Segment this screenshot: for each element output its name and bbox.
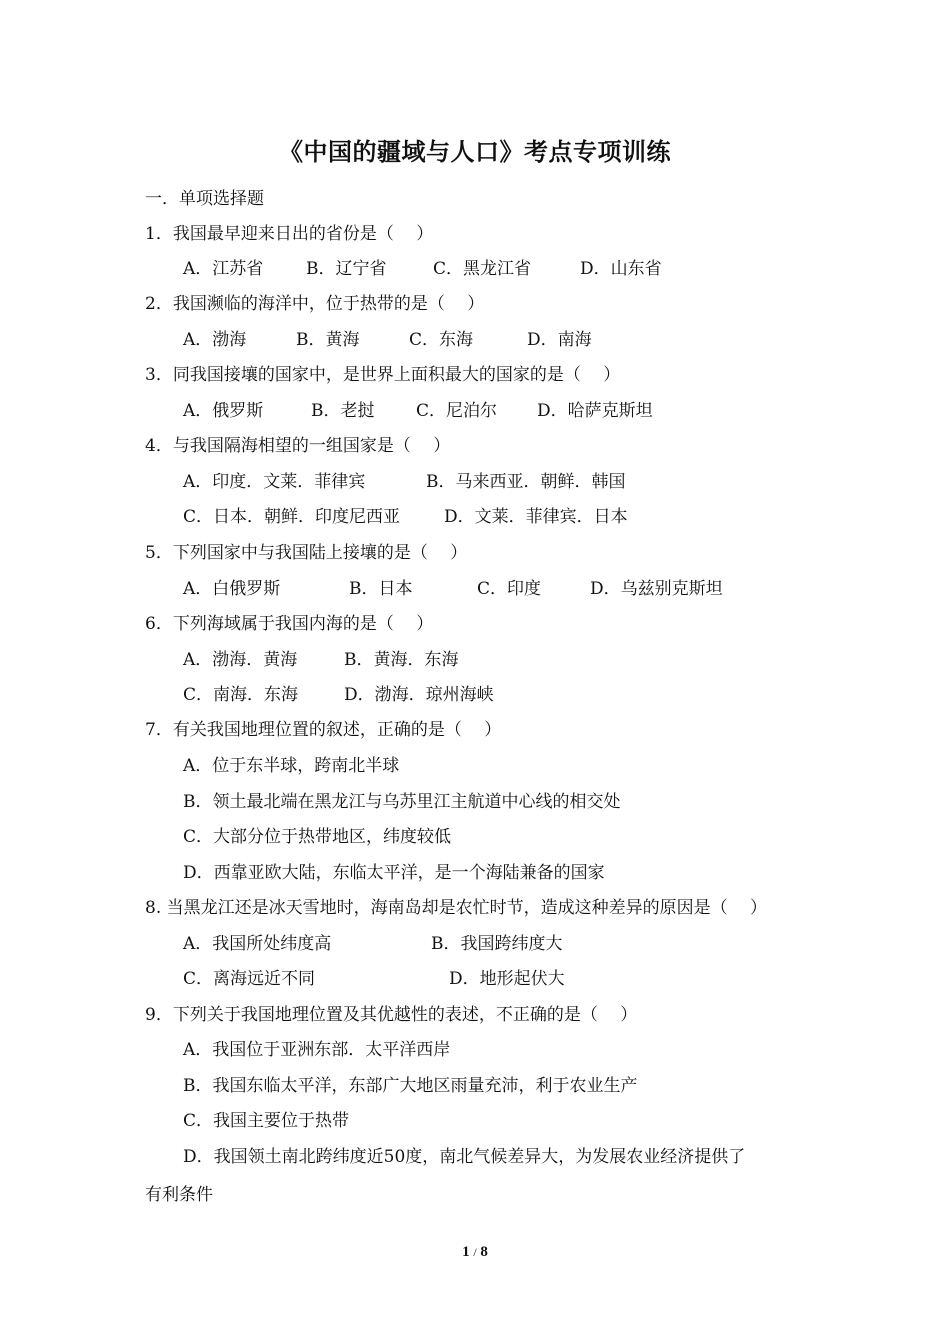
option: B．辽宁省 bbox=[306, 259, 387, 279]
option: D．文莱．菲律宾．日本 bbox=[444, 507, 628, 527]
question-6-stem: 6．下列海域属于我国内海的是（ ） bbox=[145, 614, 434, 634]
option: A．我国所处纬度高 bbox=[183, 934, 332, 954]
option: A．俄罗斯 bbox=[183, 401, 264, 421]
option: B．老挝 bbox=[311, 401, 375, 421]
page-total: 8 bbox=[480, 1244, 488, 1260]
question-7-stem: 7．有关我国地理位置的叙述，正确的是（ ） bbox=[145, 720, 502, 740]
question-8-stem: 8. 当黑龙江还是冰天雪地时，海南岛却是农忙时节，造成这种差异的原因是（ ） bbox=[145, 898, 768, 918]
question-7-option-c: C．大部分位于热带地区，纬度较低 bbox=[183, 827, 452, 847]
question-9-stem: 9．下列关于我国地理位置及其优越性的表述，不正确的是（ ） bbox=[145, 1005, 638, 1025]
question-6-options-row-1 bbox=[183, 649, 459, 671]
question-7-option-d: D．西靠亚欧大陆，东临太平洋，是一个海陆兼备的国家 bbox=[183, 863, 605, 883]
page-title: 《中国的疆域与人口》考点专项训练 bbox=[279, 137, 671, 166]
option: C．日本．朝鲜．印度尼西亚 bbox=[183, 507, 401, 527]
page-separator: / bbox=[473, 1245, 477, 1259]
option: A．印度．文莱．菲律宾 bbox=[183, 472, 366, 492]
option: D．南海 bbox=[527, 330, 592, 350]
page-current: 1 bbox=[462, 1244, 470, 1260]
question-2-stem: 2．我国濒临的海洋中，位于热带的是（ ） bbox=[145, 294, 485, 314]
option: A．渤海．黄海 bbox=[183, 650, 298, 670]
option: B．黄海．东海 bbox=[344, 650, 459, 670]
question-4-options-row-1 bbox=[183, 471, 626, 493]
question-3-stem: 3．同我国接壤的国家中，是世界上面积最大的国家的是（ ） bbox=[145, 365, 621, 385]
option: A．渤海 bbox=[183, 330, 247, 350]
option: A．江苏省 bbox=[183, 259, 264, 279]
option: D．渤海．琼州海峡 bbox=[344, 685, 494, 705]
question-7-option-b: B．领土最北端在黑龙江与乌苏里江主航道中心线的相交处 bbox=[183, 792, 621, 812]
question-9-option-d-continuation: 有利条件 bbox=[145, 1185, 213, 1205]
question-7-option-a: A．位于东半球，跨南北半球 bbox=[183, 756, 400, 776]
page-number bbox=[0, 1244, 950, 1261]
question-9-option-a: A．我国位于亚洲东部．太平洋西岸 bbox=[183, 1040, 451, 1060]
question-8-options-row-1 bbox=[183, 933, 563, 955]
question-8-options-row-2 bbox=[183, 968, 565, 990]
question-5-stem: 5．下列国家中与我国陆上接壤的是（ ） bbox=[145, 543, 468, 563]
question-4-options-row-2 bbox=[183, 506, 628, 528]
question-9-option-c: C．我国主要位于热带 bbox=[183, 1111, 350, 1131]
question-1-options bbox=[183, 258, 662, 280]
option: C．黑龙江省 bbox=[433, 259, 532, 279]
option: D．地形起伏大 bbox=[449, 969, 565, 989]
question-1-stem: 1．我国最早迎来日出的省份是（ ） bbox=[145, 224, 434, 244]
option: C．印度 bbox=[477, 579, 542, 599]
question-4-stem: 4．与我国隔海相望的一组国家是（ ） bbox=[145, 436, 451, 456]
question-5-options bbox=[183, 578, 723, 600]
option: D．乌兹别克斯坦 bbox=[590, 579, 723, 599]
question-3-options bbox=[183, 400, 653, 422]
question-6-options-row-2 bbox=[183, 684, 494, 706]
option: B．日本 bbox=[349, 579, 413, 599]
option: A．白俄罗斯 bbox=[183, 579, 281, 599]
section-heading: 一．单项选择题 bbox=[145, 189, 264, 209]
option: B．我国跨纬度大 bbox=[431, 934, 563, 954]
option: D．山东省 bbox=[580, 259, 662, 279]
option: B．黄海 bbox=[296, 330, 360, 350]
option: C．东海 bbox=[409, 330, 474, 350]
question-9-option-d: D．我国领土南北跨纬度近50度，南北气候差异大，为发展农业经济提供了 bbox=[183, 1147, 746, 1167]
option: D．哈萨克斯坦 bbox=[537, 401, 653, 421]
option: B．马来西亚．朝鲜．韩国 bbox=[426, 472, 626, 492]
option: C．南海．东海 bbox=[183, 685, 299, 705]
option: C．尼泊尔 bbox=[416, 401, 498, 421]
option: C．离海远近不同 bbox=[183, 969, 316, 989]
question-2-options bbox=[183, 329, 592, 351]
question-9-option-b: B．我国东临太平洋，东部广大地区雨量充沛，利于农业生产 bbox=[183, 1076, 638, 1096]
